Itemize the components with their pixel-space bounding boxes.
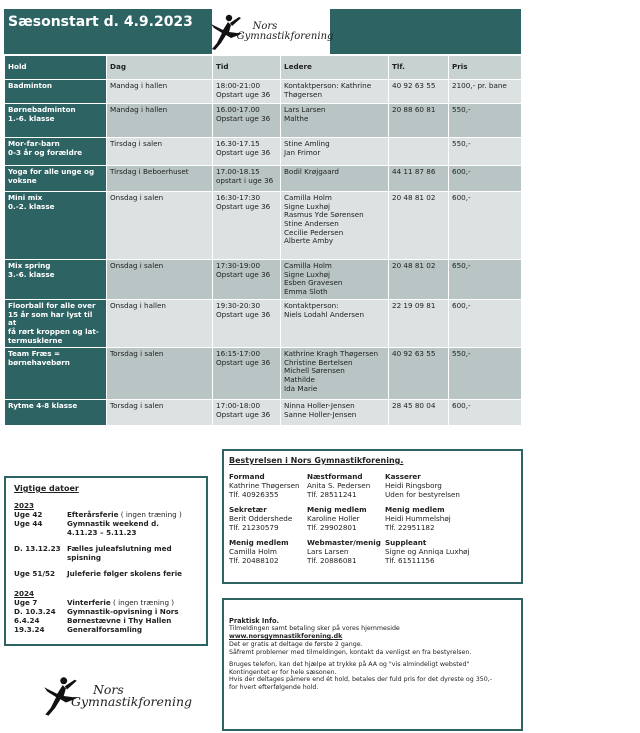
cell-dag (107, 260, 213, 300)
date-event (67, 519, 198, 528)
col-header-pris: Pris (449, 56, 522, 80)
logo-line1: Nors (252, 20, 278, 32)
header-fill (330, 9, 521, 54)
cell-ledere (281, 104, 389, 138)
member-role: Formand (229, 472, 265, 481)
cell-line: Emma Sloth (284, 286, 328, 296)
table-row (5, 192, 522, 260)
cell-tlf (389, 80, 449, 104)
cell-line: Opstart uge 36 (216, 113, 271, 123)
board-title: Bestyrelsen i Nors Gymnastikforening. (229, 456, 404, 465)
member-tlf: Tlf. 28511241 (307, 490, 357, 499)
cell-tid (213, 138, 281, 166)
cell-line: Christine Bertelsen (284, 357, 353, 367)
cell-hold (5, 104, 107, 138)
cell-dag (107, 104, 213, 138)
info-line: Det er gratis at deltage de første 2 gange. (229, 640, 363, 648)
cell-ledere (281, 400, 389, 426)
schedule-table (4, 55, 522, 426)
date-key: Uge 51/52 (14, 569, 55, 578)
col-header-tlf: Tlf. (389, 56, 449, 80)
member-tlf: Tlf. 20488102 (229, 556, 279, 565)
table-header-row (5, 56, 522, 80)
cell-ledere (281, 192, 389, 260)
member-name: Heidi Ringsborg (385, 481, 442, 490)
cell-dag (107, 80, 213, 104)
header-logo (212, 9, 334, 54)
date-key (14, 553, 67, 562)
cell-line: 18:00-21:00 (216, 81, 261, 90)
member-tlf: Tlf. 20886081 (307, 556, 357, 565)
date-key (14, 528, 67, 537)
cell-line: 15 år som har lyst til at (8, 309, 93, 328)
cell-line: Bodil Krøjgaard (284, 167, 339, 176)
cell-line: Mandag i hallen (110, 105, 168, 114)
cell-ledere (281, 300, 389, 348)
board-member (229, 505, 307, 532)
member-name: Heidi Hummelshøj (385, 514, 451, 523)
cell-line: Stine Amling (284, 139, 330, 148)
cell-line: Onsdag i salen (110, 193, 164, 202)
cell-line: 20 88 60 81 (392, 105, 436, 114)
cell-line: 22 19 09 81 (392, 301, 436, 310)
cell-line: Opstart uge 36 (216, 89, 271, 99)
logo-line2: Gymnastikforening (236, 30, 334, 42)
member-tlf: Uden for bestyrelsen (385, 490, 460, 499)
table-row (5, 80, 522, 104)
member-name: Anita S. Pedersen (307, 481, 371, 490)
cell-line: Mandag i hallen (110, 81, 168, 90)
cell-line: Opstart uge 36 (216, 147, 271, 157)
cell-tlf (389, 348, 449, 400)
col-header-tid: Tid (213, 56, 281, 80)
cell-line: voksne (8, 175, 37, 185)
cell-line: Alberte Amby (284, 236, 334, 246)
info-line: Bruges telefon, kan det hjælpe at trykke på AA og "vis almindeligt websted" (229, 660, 470, 668)
cell-line: Esben Gravesen (284, 278, 343, 288)
date-key: Uge 42 (14, 510, 43, 519)
board-member (307, 472, 385, 499)
date-key: Uge 44 (14, 519, 43, 528)
year-2023: 2023 (14, 501, 35, 510)
cell-line: Onsdag i hallen (110, 301, 166, 310)
date-row (14, 616, 198, 625)
cell-tlf (389, 138, 449, 166)
cell-line: 550,- (452, 349, 471, 359)
table-row (5, 348, 522, 400)
cell-dag (107, 348, 213, 400)
cell-dag (107, 166, 213, 192)
cell-line: 600,- (452, 401, 471, 411)
cell-dag (107, 192, 213, 260)
date-row (14, 510, 198, 519)
cell-pris (449, 166, 522, 192)
cell-tlf (389, 192, 449, 260)
event-name: Efterårsferie (67, 510, 119, 519)
important-dates-box (4, 476, 208, 646)
cell-line: Signe Luxhøj (284, 269, 331, 279)
board-member (229, 538, 307, 565)
member-name: Lars Larsen (307, 547, 349, 556)
col-header-ledere: Ledere (281, 56, 389, 80)
year-2024: 2024 (14, 589, 35, 598)
cell-pris (449, 260, 522, 300)
member-role: Menig medlem (229, 538, 289, 547)
cell-line: Torsdag i salen (110, 401, 164, 411)
cell-tlf (389, 260, 449, 300)
col-header-dag: Dag (107, 56, 213, 80)
date-event (67, 528, 198, 537)
cell-line: 600,- (452, 167, 471, 176)
cell-hold (5, 300, 107, 348)
cell-line: Mor-far-barn (8, 139, 60, 148)
table-row (5, 166, 522, 192)
cell-line: Lars Larsen (284, 105, 326, 114)
cell-line: 3.-6. klasse (8, 269, 55, 279)
cell-line: 600,- (452, 301, 471, 310)
event-name: Gymnastik weekend d. (67, 519, 159, 528)
cell-line: 19:30-20:30 (216, 301, 261, 310)
cell-pris (449, 104, 522, 138)
table-row (5, 300, 522, 348)
cell-line: 17.00-18.15 (216, 167, 260, 176)
event-name: spisning (67, 553, 102, 562)
board-member (385, 538, 516, 565)
event-name: Generalforsamling (67, 625, 143, 634)
important-dates-title: Vigtige datoer (14, 484, 79, 493)
club-logo (209, 13, 334, 51)
event-name: Børnestævne i Thy Hallen (67, 616, 172, 625)
cell-line: Jan Frimor (284, 147, 321, 157)
cell-line: Floorball for alle over (8, 301, 96, 310)
cell-ledere (281, 138, 389, 166)
cell-line: 40 92 63 55 (392, 349, 436, 359)
cell-pris (449, 400, 522, 426)
cell-line: 600,- (452, 193, 471, 202)
cell-line: 28 45 80 04 (392, 401, 436, 411)
board-grid (229, 472, 516, 565)
cell-line: Camilla Holm (284, 261, 332, 270)
date-key: 6.4.24 (14, 616, 40, 625)
cell-ledere (281, 260, 389, 300)
cell-line: 2100,- pr. bane (452, 81, 507, 90)
cell-pris (449, 80, 522, 104)
cell-line: Opstart uge 36 (216, 309, 271, 319)
cell-tid (213, 192, 281, 260)
club-logo-large (42, 671, 192, 721)
cell-tlf (389, 166, 449, 192)
cell-line: 16.30-17.15 (216, 139, 260, 148)
page-title: Sæsonstart d. 4.9.2023 (4, 9, 212, 54)
cell-line: Opstart uge 36 (216, 269, 271, 279)
cell-line: opstart i uge 36 (216, 175, 274, 185)
date-key: 19.3.24 (14, 625, 45, 634)
cell-line: termusklerne (8, 335, 63, 345)
cell-hold (5, 192, 107, 260)
logo-line1: Nors (92, 681, 124, 697)
member-tlf: Tlf. 29902801 (307, 523, 357, 532)
date-row (14, 569, 198, 578)
date-row (14, 607, 198, 616)
cell-line: Camilla Holm (284, 193, 332, 202)
cell-tid (213, 300, 281, 348)
member-tlf: Tlf. 21230579 (229, 523, 279, 532)
cell-pris (449, 192, 522, 260)
cell-line: 16:30-17:30 (216, 193, 261, 202)
member-name: Signe og Anniqa Luxhøj (385, 547, 470, 556)
member-role: Webmaster/menig (307, 538, 381, 547)
cell-ledere (281, 348, 389, 400)
cell-line: Ida Marie (284, 383, 318, 393)
cell-line: Thøgersen (284, 89, 323, 99)
cell-line: Niels Lodahl Andersen (284, 309, 365, 319)
member-role: Sekretær (229, 505, 267, 514)
cell-line: Ninna Holler-Jensen (284, 401, 355, 411)
member-role: Menig medlem (307, 505, 367, 514)
cell-line: 20 48 81 02 (392, 261, 436, 270)
date-event (67, 607, 198, 616)
member-role: Menig medlem (385, 505, 445, 514)
cell-line: 17:00-18:00 (216, 401, 261, 411)
cell-tlf (389, 400, 449, 426)
cell-line: Team Fræs = (8, 349, 60, 359)
cell-ledere (281, 80, 389, 104)
info-line: Kontingentet er for hele sæsonen. (229, 668, 337, 676)
header-row (4, 9, 521, 54)
date-row (14, 625, 198, 634)
info-line: Såfremt problemer med tilmeldingen, kontakt da venligst en fra bestyrelsen. (229, 648, 472, 656)
cell-line: Tirsdag i Beboerhuset (110, 167, 189, 176)
cell-line: Opstart uge 36 (216, 357, 271, 367)
board-box (222, 449, 523, 584)
cell-hold (5, 260, 107, 300)
cell-line: Kontaktperson: Kathrine (284, 81, 372, 90)
board-member (229, 472, 307, 499)
date-row (14, 528, 198, 537)
info-title: Praktisk Info. (229, 617, 279, 625)
cell-pris (449, 300, 522, 348)
board-member (307, 538, 385, 565)
cell-line: Mathilde (284, 375, 315, 385)
date-row (14, 544, 198, 553)
cell-line: 0.-2. klasse (8, 201, 55, 211)
cell-dag (107, 138, 213, 166)
cell-line: Malthe (284, 113, 309, 123)
date-event (67, 569, 198, 578)
cell-tlf (389, 300, 449, 348)
cell-line: Torsdag i salen (110, 349, 164, 359)
col-header-hold: Hold (5, 56, 107, 80)
cell-line: Signe Luxhøj (284, 201, 331, 211)
cell-dag (107, 400, 213, 426)
date-row (14, 598, 198, 607)
cell-line: Stine Andersen (284, 218, 339, 228)
board-member (385, 472, 516, 499)
cell-dag (107, 300, 213, 348)
cell-line: Badminton (8, 81, 53, 90)
cell-line: Michell Sørensen (284, 366, 345, 376)
member-tlf: Tlf. 40926355 (229, 490, 279, 499)
cell-hold (5, 80, 107, 104)
member-role: Suppleant (385, 538, 427, 547)
cell-line: Rasmus Yde Sørensen (284, 210, 364, 220)
board-member (385, 505, 516, 532)
date-event (67, 553, 198, 562)
website-link[interactable]: www.norsgymnastikforening.dk (229, 633, 343, 641)
info-line: Hvis der deltages påmere end ét hold, betales der fuld pris for det dyreste og 350,- (229, 676, 493, 684)
logo-line2: Gymnastikforening (70, 694, 192, 709)
cell-hold (5, 400, 107, 426)
cell-line: 550,- (452, 139, 471, 148)
cell-tid (213, 400, 281, 426)
date-event (67, 598, 198, 607)
cell-line: Opstart uge 36 (216, 201, 271, 211)
cell-line: 17:30-19:00 (216, 261, 261, 270)
cell-line: Yoga for alle unge og (8, 167, 95, 176)
table-row (5, 104, 522, 138)
cell-line: Rytme 4-8 klasse (8, 401, 78, 411)
member-role: Kasserer (385, 472, 421, 481)
member-tlf: Tlf. 22951182 (385, 523, 435, 532)
cell-tid (213, 80, 281, 104)
practical-info-box (222, 598, 523, 731)
date-event (67, 544, 198, 553)
event-name: Gymnastik-opvisning i Nors (67, 607, 179, 616)
date-event (67, 625, 198, 634)
member-name: Berit Oddershede (229, 514, 293, 523)
board-member (307, 505, 385, 532)
info-line: for hvert efterfølgende hold. (229, 684, 319, 692)
cell-line: 44 11 87 86 (392, 167, 436, 176)
member-tlf: Tlf. 61511156 (385, 556, 435, 565)
table-row (5, 138, 522, 166)
date-row (14, 553, 198, 562)
date-key: D. 13.12.23 (14, 544, 61, 553)
cell-line: Onsdag i salen (110, 261, 164, 270)
cell-line: Tirsdag i salen (110, 139, 163, 148)
cell-tid (213, 104, 281, 138)
date-event (67, 510, 198, 519)
cell-line: Børnebadminton (8, 105, 76, 114)
cell-tid (213, 348, 281, 400)
cell-hold (5, 348, 107, 400)
cell-line: 0-3 år og forældre (8, 147, 83, 157)
event-note: ( ingen træning ) (118, 510, 182, 519)
event-name: Vinterferie (67, 598, 111, 607)
cell-line: få rørt kroppen og lat- (8, 326, 99, 336)
table-row (5, 260, 522, 300)
cell-tid (213, 166, 281, 192)
member-name: Kathrine Thøgersen (229, 481, 300, 490)
cell-line: Mix spring (8, 261, 51, 270)
date-key: Uge 7 (14, 598, 38, 607)
footer-logo (42, 671, 192, 723)
date-event (67, 616, 198, 625)
member-role: Næstformand (307, 472, 363, 481)
cell-line: 650,- (452, 261, 471, 270)
cell-line: Cecilie Pedersen (284, 227, 344, 237)
date-row (14, 519, 198, 528)
cell-tid (213, 260, 281, 300)
cell-tlf (389, 104, 449, 138)
cell-line: 550,- (452, 105, 471, 114)
member-name: Karoline Holler (307, 514, 360, 523)
cell-line: Sanne Holler-Jensen (284, 409, 357, 419)
info-line: Tilmeldingen samt betaling sker på vores hjemmeside (229, 625, 400, 633)
cell-line: 20 48 81 02 (392, 193, 436, 202)
event-note: ( ingen træning ) (110, 598, 175, 607)
event-name: 4.11.23 – 5.11.23 (67, 528, 137, 537)
cell-line: børnehavebørn (8, 357, 70, 367)
member-name: Camilla Holm (229, 547, 277, 556)
table-row (5, 400, 522, 426)
cell-line: Kathrine Kragh Thøgersen (284, 349, 379, 359)
cell-line: 16:15-17:00 (216, 349, 261, 359)
cell-hold (5, 166, 107, 192)
date-key: D. 10.3.24 (14, 607, 56, 616)
cell-line: 1.-6. klasse (8, 113, 55, 123)
cell-ledere (281, 166, 389, 192)
cell-pris (449, 138, 522, 166)
cell-line: 16.00-17.00 (216, 105, 260, 114)
cell-line: 40 92 63 55 (392, 81, 436, 90)
cell-line: Mini mix (8, 193, 43, 202)
cell-line: Kontaktperson: (284, 301, 339, 310)
event-name: Juleferie følger skolens ferie (67, 569, 183, 578)
cell-pris (449, 348, 522, 400)
cell-line: Opstart uge 36 (216, 409, 271, 419)
cell-hold (5, 138, 107, 166)
event-name: Fælles juleafslutning med (67, 544, 172, 553)
